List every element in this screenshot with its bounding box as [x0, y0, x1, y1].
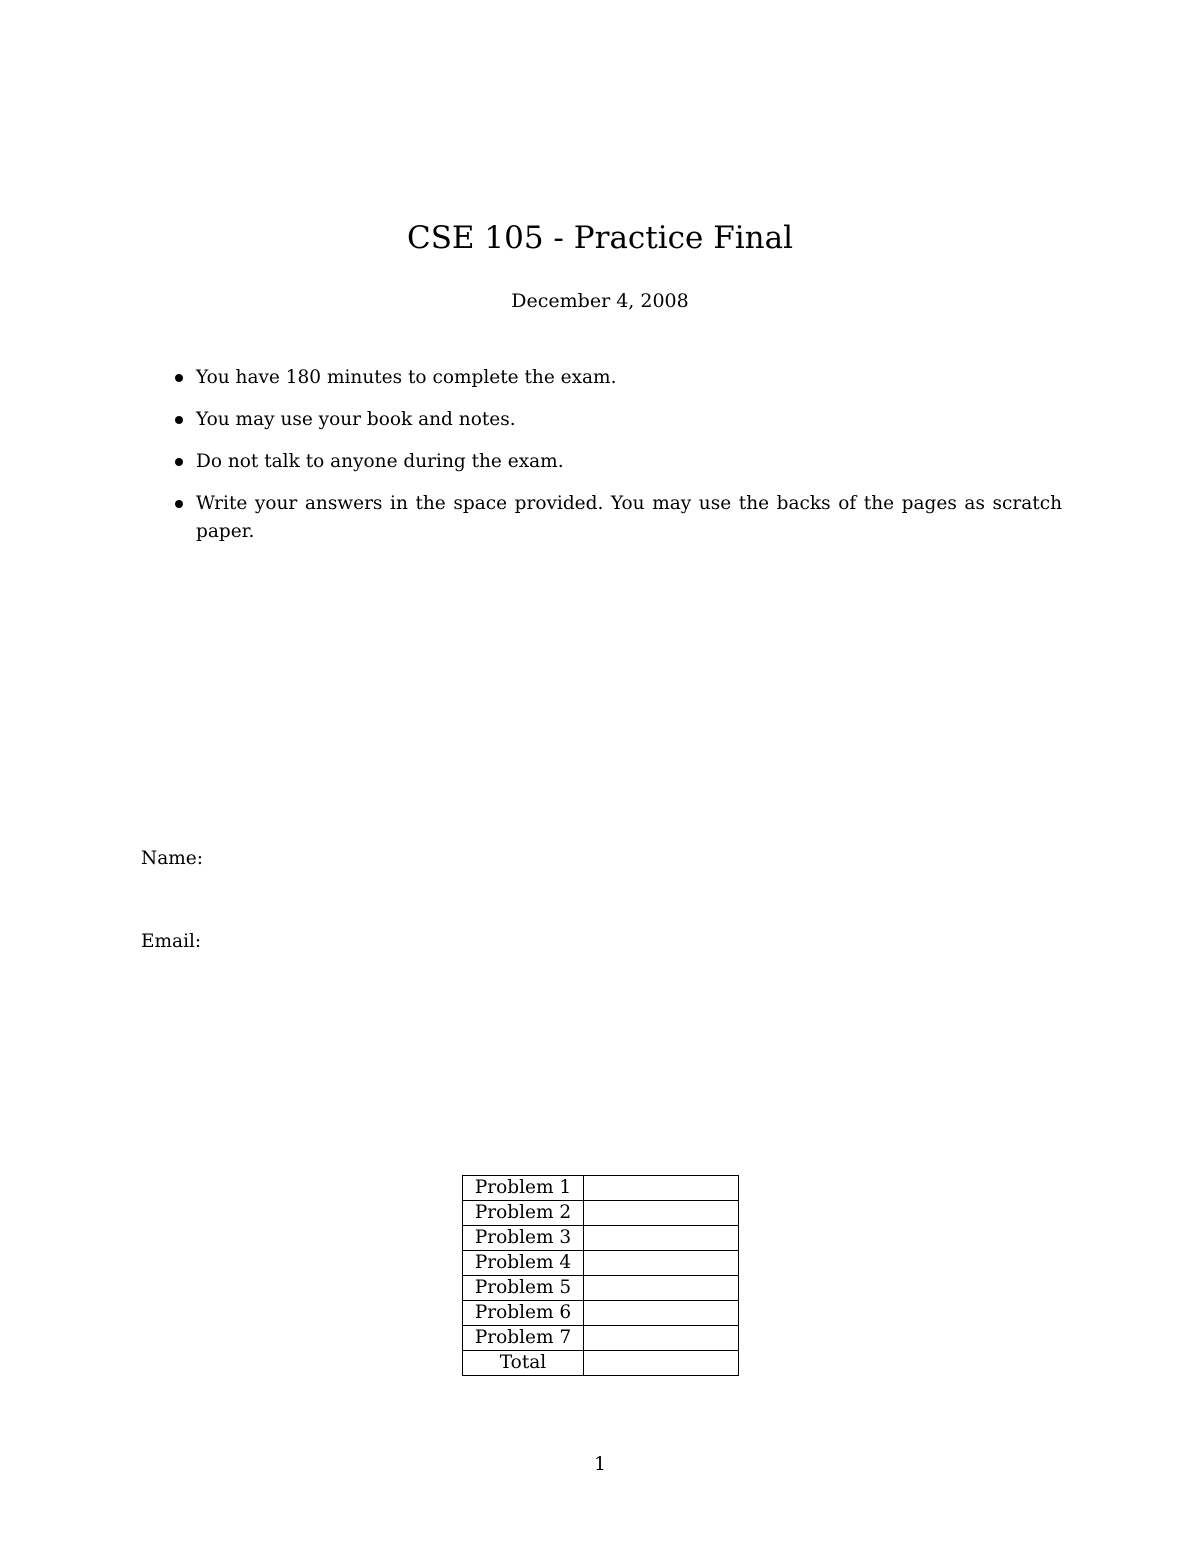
exam-date: December 4, 2008 [511, 290, 689, 312]
instruction-text: You may use your book and notes. [196, 409, 516, 430]
table-row [463, 1176, 739, 1201]
table-row [463, 1226, 739, 1251]
table-row [463, 1326, 739, 1351]
table-row [463, 1201, 739, 1226]
problem-label: Problem 2 [463, 1201, 584, 1226]
instruction-item [172, 406, 1062, 434]
total-score-cell [584, 1351, 739, 1376]
table-row [463, 1351, 739, 1376]
score-cell [584, 1326, 739, 1351]
table-row [463, 1301, 739, 1326]
problem-label: Problem 4 [463, 1251, 584, 1276]
instructions-list [172, 364, 1062, 560]
score-cell [584, 1226, 739, 1251]
total-label: Total [463, 1351, 584, 1376]
instruction-item [172, 364, 1062, 392]
score-cell [584, 1176, 739, 1201]
exam-title: CSE 105 - Practice Final [406, 220, 794, 256]
score-cell [584, 1301, 739, 1326]
instruction-item [172, 448, 1062, 476]
score-cell [584, 1251, 739, 1276]
problem-label: Problem 3 [463, 1226, 584, 1251]
problem-label: Problem 6 [463, 1301, 584, 1326]
instruction-text: Write your answers in the space provided. You may use the backs of the pages as scratch paper. [196, 493, 1062, 542]
bullet-icon [175, 500, 183, 508]
problem-label: Problem 7 [463, 1326, 584, 1351]
table-row [463, 1276, 739, 1301]
problem-label: Problem 1 [463, 1176, 584, 1201]
instruction-text: Do not talk to anyone during the exam. [196, 451, 564, 472]
score-cell [584, 1276, 739, 1301]
name-label: Name: [141, 848, 203, 869]
problem-label: Problem 5 [463, 1276, 584, 1301]
email-label: Email: [141, 931, 202, 952]
table-row [463, 1251, 739, 1276]
score-table [462, 1175, 739, 1376]
score-cell [584, 1201, 739, 1226]
instruction-text: You have 180 minutes to complete the exam. [196, 367, 617, 388]
bullet-icon [175, 458, 183, 466]
instruction-item [172, 490, 1062, 546]
bullet-icon [175, 374, 183, 382]
bullet-icon [175, 416, 183, 424]
page-number: 1 [594, 1454, 606, 1475]
